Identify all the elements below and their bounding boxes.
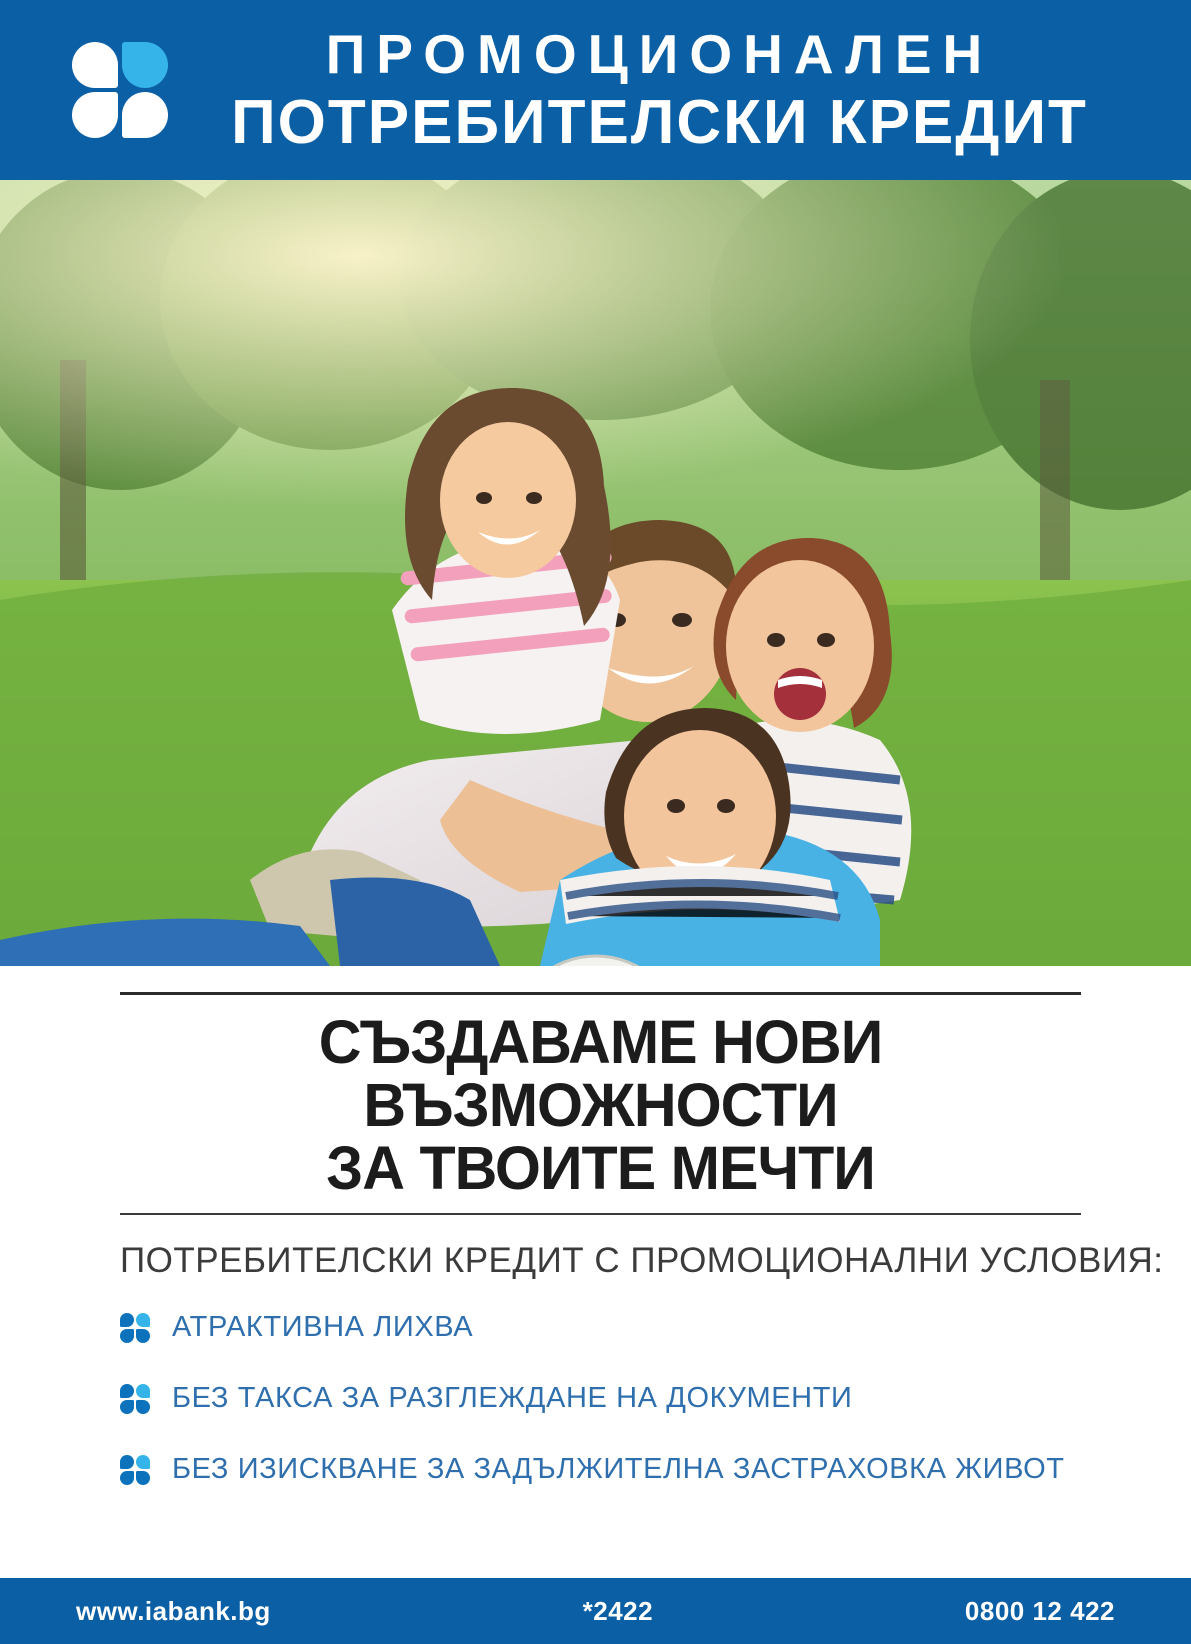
- list-item: [120, 1311, 1081, 1344]
- subheading: ПОТРЕБИТЕЛСКИ КРЕДИТ С ПРОМОЦИОНАЛНИ УСЛОВИЯ:: [120, 1241, 1164, 1281]
- poster-footer: [0, 1578, 1191, 1644]
- poster-body: [0, 966, 1191, 1578]
- headline-line2: ЗА ТВОИТЕ МЕЧТИ: [326, 1133, 875, 1202]
- ia-bullet-icon: [120, 1384, 150, 1414]
- headline-line1: СЪЗДАВАМЕ НОВИ ВЪЗМОЖНОСТИ: [318, 1008, 883, 1139]
- ia-bullet-icon: [120, 1313, 150, 1343]
- ia-bullet-icon: [120, 1455, 150, 1485]
- website-link[interactable]: www.iabank.bg: [76, 1595, 271, 1626]
- benefit-label: БЕЗ ТАКСА ЗА РАЗГЛЕЖДАНЕ НА ДОКУМЕНТИ: [172, 1382, 853, 1415]
- short-number[interactable]: *2422: [582, 1595, 654, 1626]
- page-title: [134, 995, 1066, 1213]
- ia-bank-logo-icon: [72, 42, 168, 138]
- benefits-list: [120, 1311, 1081, 1486]
- hero-photo-illustration: [0, 180, 1191, 966]
- benefit-label: АТРАКТИВНА ЛИХВА: [172, 1311, 474, 1344]
- poster-header: [0, 0, 1191, 180]
- list-item: [120, 1453, 1081, 1486]
- phone-number[interactable]: 0800 12 422: [964, 1595, 1115, 1626]
- header-title-line1: ПРОМОЦИОНАЛЕН: [325, 22, 994, 85]
- header-title-line2: ПОТРЕБИТЕЛСКИ КРЕДИТ: [231, 87, 1088, 157]
- hero-photo: [0, 180, 1191, 966]
- benefit-label: БЕЗ ИЗИСКВАНЕ ЗА ЗАДЪЛЖИТЕЛНА ЗАСТРАХОВКА ЖИВОТ: [172, 1453, 1065, 1486]
- header-title-block: [198, 22, 1161, 157]
- list-item: [120, 1382, 1081, 1415]
